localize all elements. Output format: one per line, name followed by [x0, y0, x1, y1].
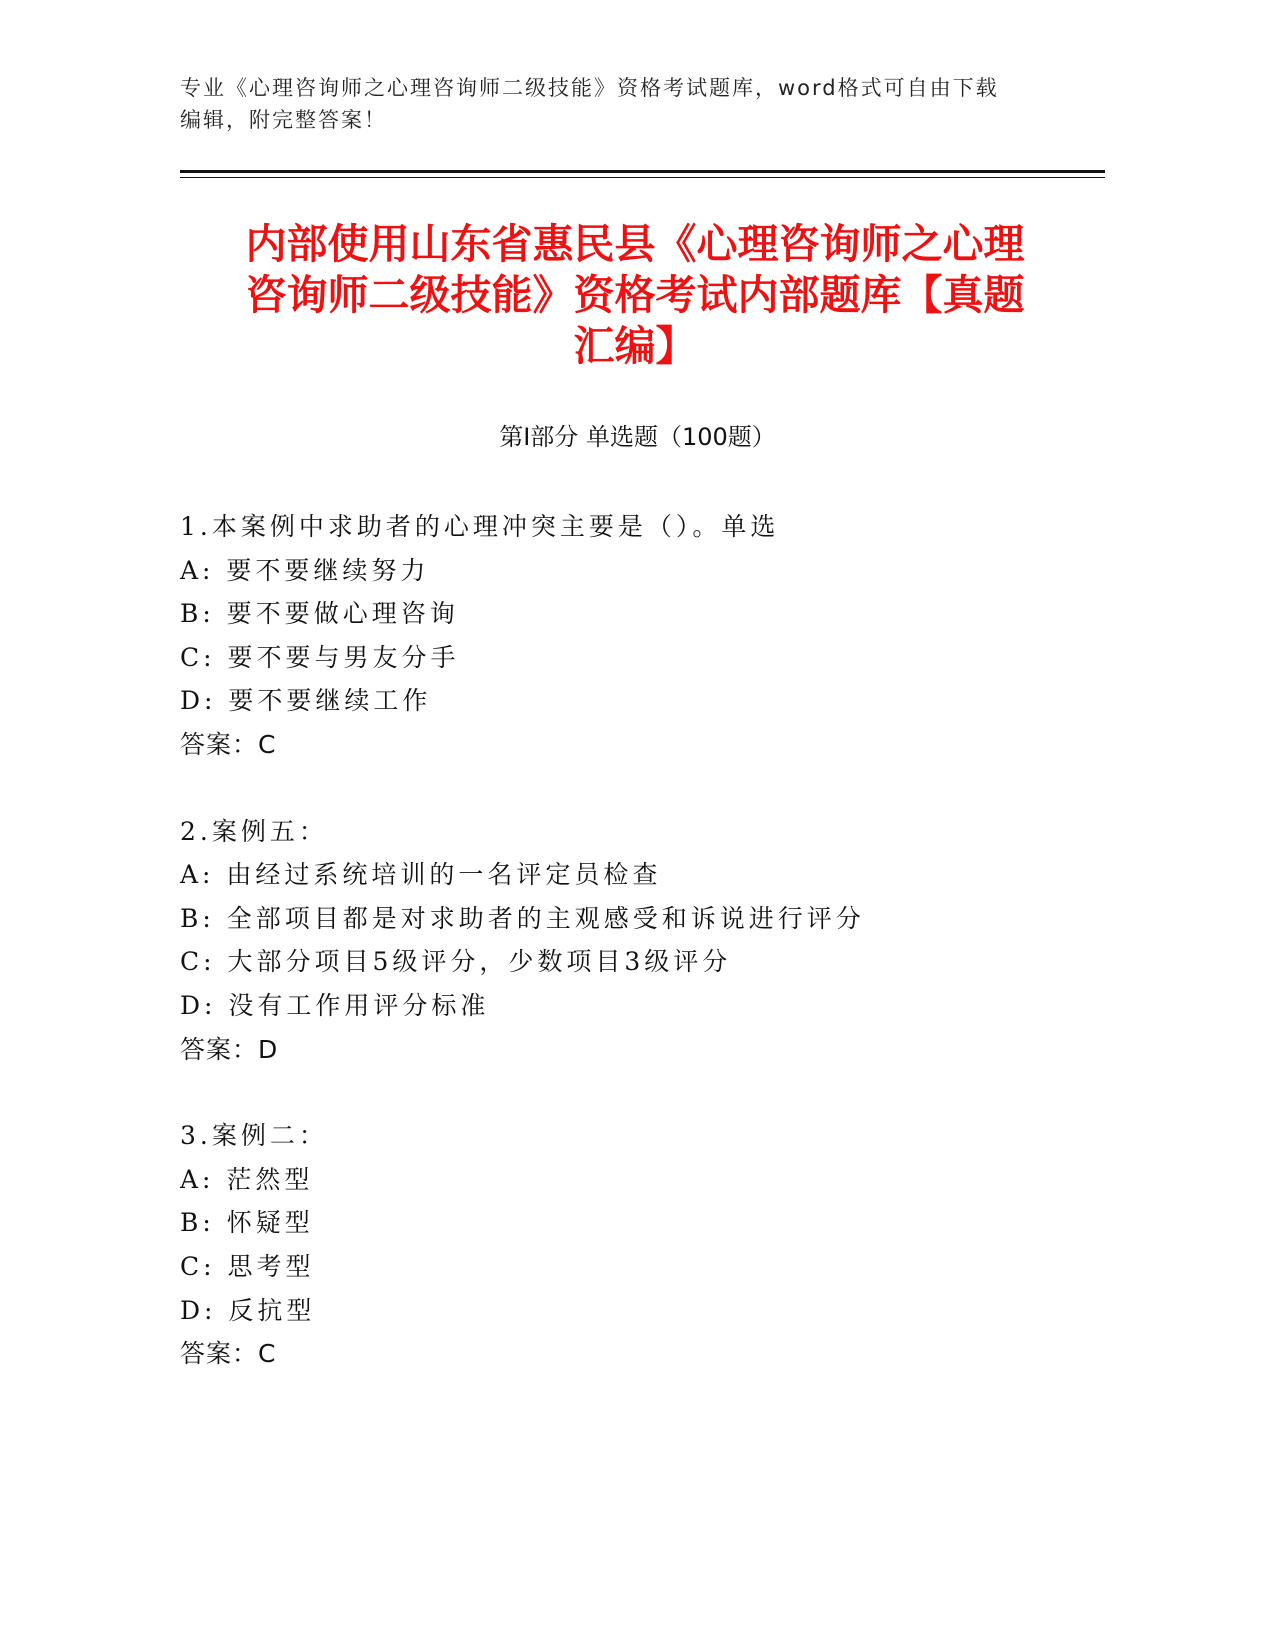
question-stem: 3.案例二： [180, 1121, 328, 1151]
header-note-line-1: 专业《心理咨询师之心理咨询师二级技能》资格考试题库，word格式可自由下载 [180, 76, 999, 100]
option-d: D: 反抗型 [180, 1295, 316, 1325]
option-a: A: 茫然型 [180, 1164, 314, 1194]
option-b: B: 怀疑型 [180, 1208, 314, 1238]
option-a: A: 要不要继续努力 [180, 555, 430, 585]
option-c: C: 要不要与男友分手 [180, 642, 460, 672]
question-stem: 2.案例五： [180, 816, 328, 846]
answer: 答案：C [180, 1339, 277, 1369]
answer: 答案：C [180, 729, 277, 759]
question-stem: 1.本案例中求助者的心理冲突主要是（）。单选 [180, 512, 780, 541]
option-c: C: 大部分项目5级评分，少数项目3级评分 [180, 947, 732, 977]
option-d: D: 没有工作用评分标准 [180, 990, 490, 1020]
header-note [180, 72, 1080, 136]
question-1 [180, 505, 1120, 767]
document-title [160, 219, 1110, 372]
option-b: B: 全部项目都是对求助者的主观感受和诉说进行评分 [180, 903, 865, 933]
document-title-line-2: 咨询师二级技能》资格考试内部题库【真题 [245, 271, 1025, 319]
header-note-line-2: 编辑，附完整答案！ [180, 108, 387, 132]
option-b: B: 要不要做心理咨询 [180, 599, 459, 629]
answer: 答案：D [180, 1034, 279, 1064]
document-title-line-1: 内部使用山东省惠民县《心理咨询师之心理 [245, 220, 1025, 268]
option-c: C: 思考型 [180, 1251, 315, 1281]
section-heading: 第Ⅰ部分 单选题（100题） [499, 423, 776, 451]
option-d: D: 要不要继续工作 [180, 686, 432, 716]
header-rule-thin [180, 177, 1105, 178]
question-2 [180, 810, 1120, 1072]
document-title-line-3: 汇编】 [573, 322, 697, 370]
question-list [180, 505, 1120, 1419]
question-3 [180, 1114, 1120, 1376]
option-a: A: 由经过系统培训的一名评定员检查 [180, 860, 662, 890]
header-rule-thick [180, 170, 1105, 173]
